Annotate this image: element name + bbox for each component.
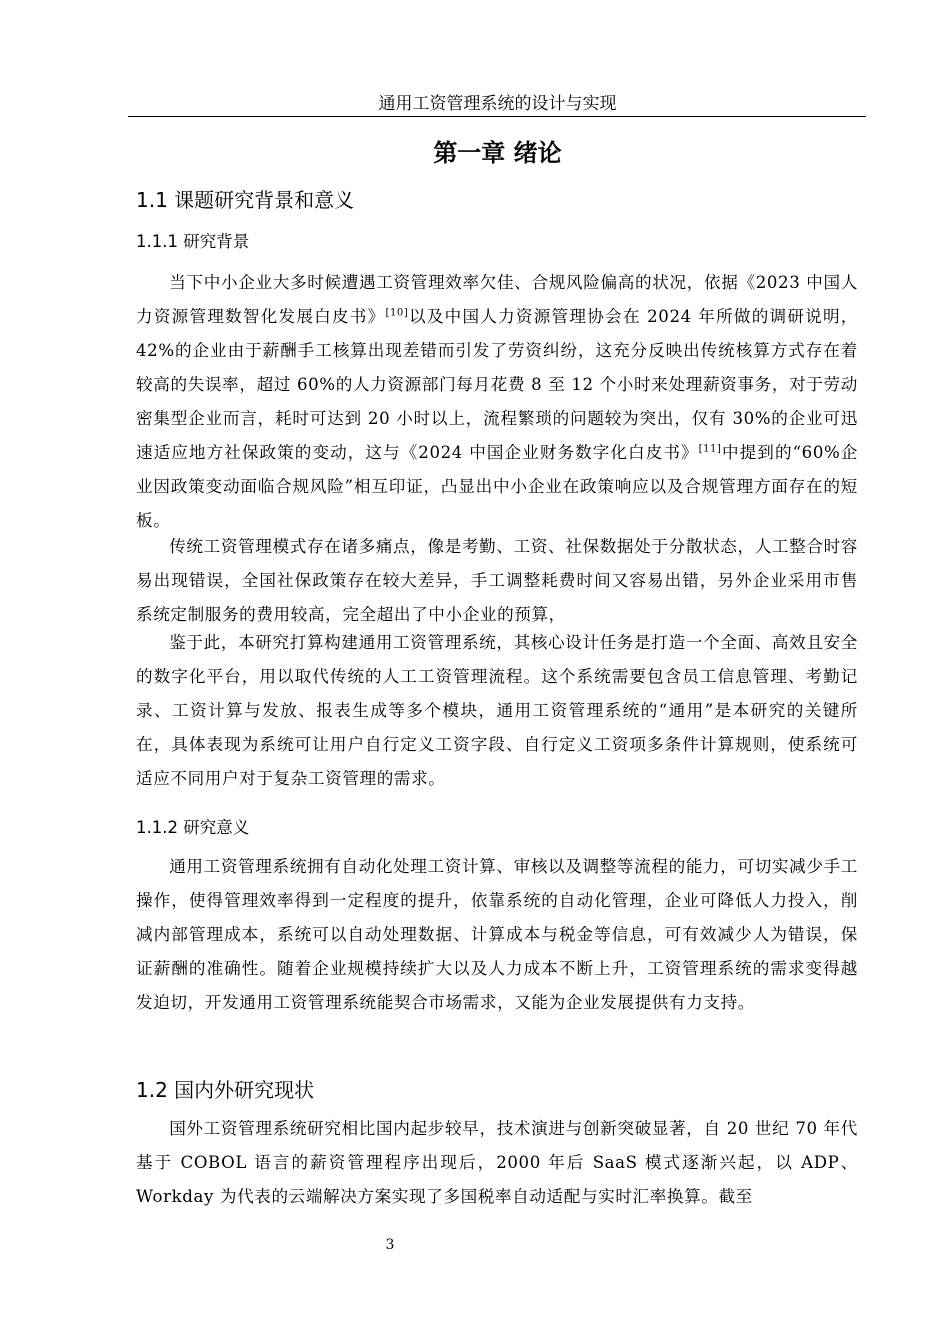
page-number: 3 xyxy=(385,1237,395,1253)
citation-ref-10: [10] xyxy=(385,307,409,319)
running-header: 通用工资管理系统的设计与实现 xyxy=(378,94,617,114)
subsection-heading-1-1-2: 1.1.2 研究意义 xyxy=(136,818,250,837)
header-rule xyxy=(128,116,866,117)
section-heading-1-1: 1.1 课题研究背景和意义 xyxy=(136,188,355,212)
paragraph-research-background-3: 鉴于此，本研究打算构建通用工资管理系统，其核心设计任务是打造一个全面、高效且安全的数字化平台，用以取代传统的人工工资管理流程。这个系统需要包含员工信息管理、考勤记录、工资计算与发放、报表生成等多个模块，通用工资管理系统的“通用”是本研究的关键所在，具体表现为系统可让用户自行定义工资字段、自行定义工资项多条件计算规则，使系统可适应不同用户对于复杂工资管理的需求。 xyxy=(136,633,858,788)
paragraph-research-significance: 通用工资管理系统拥有自动化处理工资计算、审核以及调整等流程的能力，可切实减少手工操作，使得管理效率得到一定程度的提升，依靠系统的自动化管理，企业可降低人力投入，削减内部管理成本，系统可以自动处理数据、计算成本与税金等信息，可有效减少人为错误，保证薪酬的准确性。随着企业规模持续扩大以及人力成本不断上升，工资管理系统的需求变得越发迫切，开发通用工资管理系统能契合市场需求，又能为企业发展提供有力支持。 xyxy=(136,857,858,1012)
paragraph-research-background-2: 传统工资管理模式存在诸多痛点，像是考勤、工资、社保数据处于分散状态，人工整合时容易出现错误，全国社保政策存在较大差异，手工调整耗费时间又容易出错，另外企业采用市售系统定制服务的费用较高，完全超出了中小企业的预算， xyxy=(136,537,858,624)
paragraph-text: 以及中国人力资源管理协会在 2024 年所做的调研说明，42%的企业由于薪酬手工核算出现差错而引发了劳资纠纷，这充分反映出传统核算方式存在着较高的失误率，超过 60%的人力资源部门每月花费 8 至 12 个小时来处理薪资事务，对于劳动密集型企业而言，耗时可达到 20 小时以上，流程繁琐的问题较为突出，仅有 30%的企业可迅速适应地方社保政策的变动，这与《2024 中国企业财务数字化白皮书》 xyxy=(136,307,859,462)
paragraph-text: 当下中小企业大多时候遭遇工资管理效率欠佳、合规风险偏高的状况，依据《2023 中国人力资源管理数智化发展白皮书》 xyxy=(136,273,858,326)
paragraph-text: 中提到的“60%企业因政策变动面临合规风险”相互印证，凸显出中小企业在政策响应以及合规管理方面存在的短板。 xyxy=(136,443,858,530)
citation-ref-11: [11] xyxy=(698,443,722,455)
paragraph-research-background-1 xyxy=(136,266,858,538)
section-heading-1-2: 1.2 国内外研究现状 xyxy=(136,1078,315,1102)
chapter-title: 第一章 绪论 xyxy=(433,139,562,167)
paragraph-research-status: 国外工资管理系统研究相比国内起步较早，技术演进与创新突破显著，自 20 世纪 70 年代基于 COBOL 语言的薪资管理程序出现后，2000 年后 SaaS 模式逐渐兴起，以 ADP、Workday 为代表的云端解决方案实现了多国税率自动适配与实时汇率换算。截至 xyxy=(136,1119,858,1206)
subsection-heading-1-1-1: 1.1.1 研究背景 xyxy=(136,232,250,251)
